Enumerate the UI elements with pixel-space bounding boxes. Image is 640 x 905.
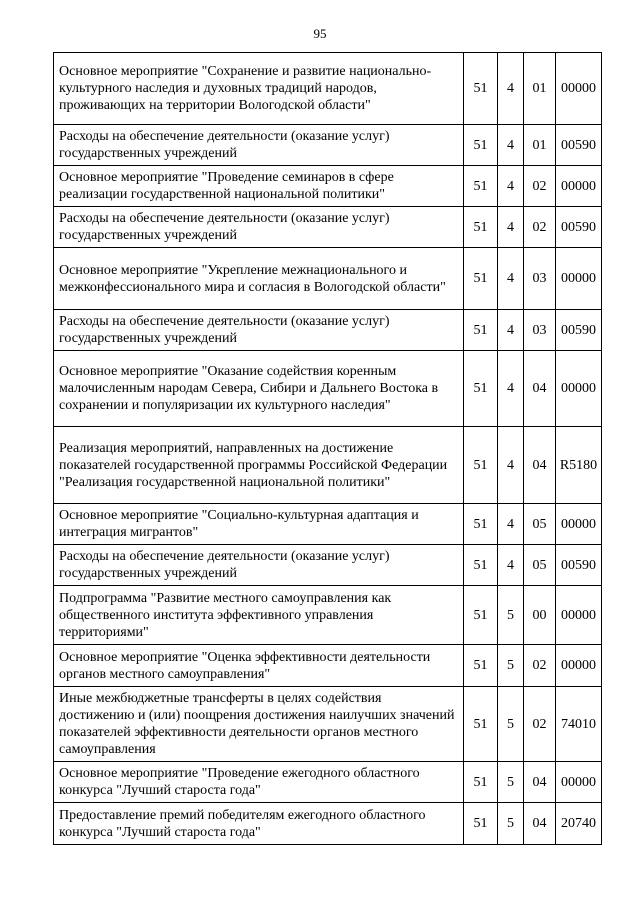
- code-cell: 5: [498, 803, 524, 845]
- code-cell: 00000: [556, 762, 602, 803]
- code-cell: 02: [524, 166, 556, 207]
- code-cell: 51: [464, 545, 498, 586]
- code-cell: 74010: [556, 687, 602, 762]
- code-cell: 51: [464, 166, 498, 207]
- code-cell: 00590: [556, 545, 602, 586]
- code-cell: 02: [524, 207, 556, 248]
- expense-name-cell: Подпрограмма "Развитие местного самоуправления как общественного института эффективного управления территориями": [54, 586, 464, 645]
- code-cell: 51: [464, 645, 498, 687]
- expense-name-cell: Основное мероприятие "Укрепление межнационального и межконфессионального мира и согласия в Вологодской области": [54, 248, 464, 310]
- code-cell: 00000: [556, 166, 602, 207]
- table-row: [54, 125, 602, 166]
- code-cell: 00000: [556, 351, 602, 427]
- expense-name-cell: Расходы на обеспечение деятельности (оказание услуг) государственных учреждений: [54, 207, 464, 248]
- expense-name-cell: Предоставление премий победителям ежегодного областного конкурса "Лучший староста года": [54, 803, 464, 845]
- expense-name-cell: Основное мероприятие "Сохранение и развитие национально-культурного наследия и духовных традиций народов, проживающих на территории Вологодской области": [54, 53, 464, 125]
- code-cell: 5: [498, 687, 524, 762]
- code-cell: 51: [464, 310, 498, 351]
- code-cell: 51: [464, 351, 498, 427]
- code-cell: 4: [498, 351, 524, 427]
- code-cell: 04: [524, 762, 556, 803]
- code-cell: 04: [524, 351, 556, 427]
- code-cell: 00590: [556, 125, 602, 166]
- code-cell: 4: [498, 545, 524, 586]
- code-cell: 4: [498, 166, 524, 207]
- code-cell: 51: [464, 207, 498, 248]
- expense-name-cell: Основное мероприятие "Оценка эффективности деятельности органов местного самоуправления": [54, 645, 464, 687]
- expense-name-cell: Расходы на обеспечение деятельности (оказание услуг) государственных учреждений: [54, 125, 464, 166]
- code-cell: 03: [524, 248, 556, 310]
- code-cell: 51: [464, 687, 498, 762]
- table-row: [54, 166, 602, 207]
- code-cell: 4: [498, 427, 524, 504]
- code-cell: 4: [498, 504, 524, 545]
- code-cell: R5180: [556, 427, 602, 504]
- code-cell: 05: [524, 545, 556, 586]
- code-cell: 4: [498, 125, 524, 166]
- code-cell: 4: [498, 248, 524, 310]
- code-cell: 04: [524, 427, 556, 504]
- code-cell: 00000: [556, 53, 602, 125]
- code-cell: 00590: [556, 310, 602, 351]
- code-cell: 4: [498, 310, 524, 351]
- expense-name-cell: Основное мероприятие "Проведение семинаров в сфере реализации государственной национальной политики": [54, 166, 464, 207]
- code-cell: 51: [464, 803, 498, 845]
- table-row: [54, 645, 602, 687]
- code-cell: 00000: [556, 586, 602, 645]
- code-cell: 20740: [556, 803, 602, 845]
- table-row: [54, 803, 602, 845]
- code-cell: 4: [498, 53, 524, 125]
- table-row: [54, 545, 602, 586]
- code-cell: 5: [498, 762, 524, 803]
- expense-name-cell: Расходы на обеспечение деятельности (оказание услуг) государственных учреждений: [54, 310, 464, 351]
- expense-name-cell: Основное мероприятие "Оказание содействия коренным малочисленным народам Севера, Сибири и Дальнего Востока в сохранении и популяризации их культурного наследия": [54, 351, 464, 427]
- code-cell: 5: [498, 645, 524, 687]
- code-cell: 51: [464, 586, 498, 645]
- code-cell: 51: [464, 248, 498, 310]
- code-cell: 5: [498, 586, 524, 645]
- expense-name-cell: Расходы на обеспечение деятельности (оказание услуг) государственных учреждений: [54, 545, 464, 586]
- code-cell: 00590: [556, 207, 602, 248]
- code-cell: 00: [524, 586, 556, 645]
- table-row: [54, 427, 602, 504]
- budget-classification-table: [53, 52, 602, 845]
- expense-name-cell: Реализация мероприятий, направленных на достижение показателей государственной программы Российской Федерации "Реализация государственной национальной политики": [54, 427, 464, 504]
- code-cell: 00000: [556, 504, 602, 545]
- table-row: [54, 248, 602, 310]
- code-cell: 02: [524, 687, 556, 762]
- code-cell: 51: [464, 762, 498, 803]
- table-row: [54, 207, 602, 248]
- expense-name-cell: Основное мероприятие "Социально-культурная адаптация и интеграция мигрантов": [54, 504, 464, 545]
- code-cell: 51: [464, 53, 498, 125]
- code-cell: 00000: [556, 645, 602, 687]
- table-row: [54, 687, 602, 762]
- code-cell: 51: [464, 504, 498, 545]
- table-row: [54, 351, 602, 427]
- code-cell: 05: [524, 504, 556, 545]
- code-cell: 4: [498, 207, 524, 248]
- code-cell: 01: [524, 125, 556, 166]
- table-row: [54, 310, 602, 351]
- page-number: 95: [313, 26, 327, 41]
- code-cell: 51: [464, 125, 498, 166]
- table-row: [54, 762, 602, 803]
- code-cell: 00000: [556, 248, 602, 310]
- table-row: [54, 586, 602, 645]
- code-cell: 03: [524, 310, 556, 351]
- code-cell: 04: [524, 803, 556, 845]
- code-cell: 01: [524, 53, 556, 125]
- table-row: [54, 504, 602, 545]
- code-cell: 02: [524, 645, 556, 687]
- code-cell: 51: [464, 427, 498, 504]
- expense-name-cell: Основное мероприятие "Проведение ежегодного областного конкурса "Лучший староста года": [54, 762, 464, 803]
- expense-name-cell: Иные межбюджетные трансферты в целях содействия достижению и (или) поощрения достижения наилучших значений показателей эффективности деятельности органов местного самоуправления: [54, 687, 464, 762]
- table-row: [54, 53, 602, 125]
